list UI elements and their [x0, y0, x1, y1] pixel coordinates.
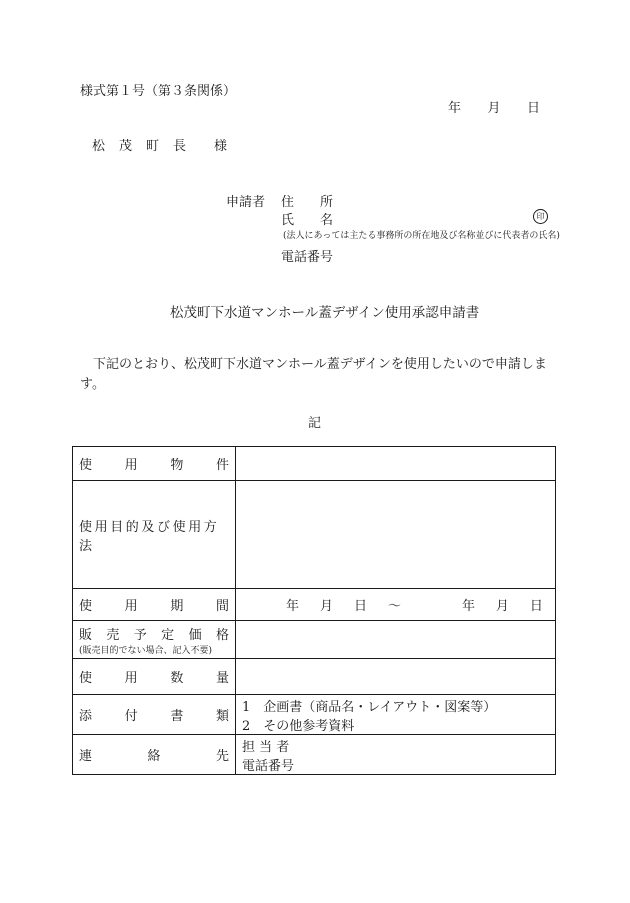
table-row [73, 658, 555, 694]
year-char: 年 [448, 101, 462, 116]
label-chars [79, 667, 229, 686]
attachment-item: 1 企画書（商品名・レイアウト・図案等） [242, 699, 497, 715]
name-char: 名 [319, 213, 333, 228]
label-char: 価 [188, 627, 202, 643]
addressee-char: 長 [172, 139, 186, 154]
label-char: 予 [133, 627, 147, 643]
address-label [281, 191, 333, 210]
contact-value-cell[interactable] [236, 735, 555, 774]
row-label [73, 447, 236, 480]
label-chars [79, 454, 229, 473]
label-char: 連 [79, 749, 93, 764]
label-char: 書 [170, 709, 184, 724]
purpose-value-cell[interactable] [236, 481, 555, 588]
label-char: 数 [170, 671, 184, 686]
label-char: 件 [215, 458, 229, 473]
label-chars [79, 705, 229, 724]
label-char: 使 [79, 599, 93, 614]
table-row [73, 480, 555, 588]
label-char: 物 [170, 458, 184, 473]
label-char: 間 [215, 599, 229, 614]
row-label [73, 695, 236, 734]
purpose-label: 使用目的及び使用方法 [79, 519, 220, 554]
label-char: 定 [161, 627, 175, 643]
table-row [73, 447, 555, 480]
addressee-char: 町 [145, 139, 159, 154]
attachment-item: 2 その他参考資料 [242, 718, 355, 734]
table-row [73, 588, 555, 620]
price-note: (販売目的でない場合、記入不要) [79, 645, 213, 656]
label-chars [79, 624, 229, 643]
addressee [92, 135, 227, 154]
label-char: 期 [170, 599, 184, 614]
row-label [73, 589, 236, 620]
month-char: 月 [487, 101, 501, 116]
label-char: 使 [79, 671, 93, 686]
period-char: 日 [353, 599, 367, 614]
date-line [448, 97, 540, 116]
label-char: 用 [124, 458, 138, 473]
period-char: 年 [461, 599, 475, 614]
label-char: 用 [124, 599, 138, 614]
contact-person-label: 担 当 者 [242, 739, 290, 755]
label-char: 絡 [147, 749, 161, 764]
period-char: 月 [319, 599, 333, 614]
table-row [73, 694, 555, 734]
period-value-cell[interactable] [236, 589, 555, 620]
table-row [73, 734, 555, 774]
label-char: 添 [79, 709, 93, 724]
application-table [72, 446, 556, 775]
document-title: 松茂町下水道マンホール蓋デザイン使用承認申請書 [170, 305, 480, 321]
row-label [73, 659, 236, 694]
quantity-value-cell[interactable] [236, 659, 555, 694]
label-char: 類 [215, 709, 229, 724]
address-char: 住 [281, 195, 295, 210]
label-char: 付 [124, 709, 138, 724]
price-value-cell[interactable] [236, 621, 555, 658]
period-chars [242, 595, 549, 614]
form-number: 様式第１号（第３条関係） [80, 84, 237, 99]
period-char: 月 [495, 599, 509, 614]
row-label [73, 621, 236, 658]
label-char: 用 [124, 671, 138, 686]
label-chars [79, 745, 229, 764]
addressee-char: 茂 [118, 139, 132, 154]
name-label [281, 209, 333, 228]
label-char: 先 [215, 749, 229, 764]
label-char: 量 [215, 671, 229, 686]
address-char: 所 [319, 195, 333, 210]
seal-mark: 印 [533, 209, 548, 224]
period-char: 年 [286, 599, 300, 614]
body-text: 下記のとおり、松茂町下水道マンホール蓋デザインを使用したいので申請します。 [80, 357, 547, 392]
row-label [73, 735, 236, 774]
ki-heading: 記 [308, 416, 322, 431]
period-char: ～ [387, 599, 401, 614]
applicant-label: 申請者 [226, 195, 266, 210]
row-label [73, 481, 236, 588]
property-value-cell[interactable] [236, 447, 555, 480]
label-char: 売 [106, 627, 120, 643]
contact-tel-label: 電話番号 [242, 758, 295, 774]
table-row [73, 620, 555, 658]
label-chars [79, 595, 229, 614]
label-char: 販 [79, 627, 93, 643]
telephone-label: 電話番号 [281, 250, 334, 265]
attachments-value-cell [236, 695, 555, 734]
period-char: 日 [529, 599, 543, 614]
label-char: 格 [215, 627, 229, 643]
name-char: 氏 [281, 213, 295, 228]
name-note: (法人にあっては主たる事務所の所在地及び名称並びに代表者の氏名) [283, 231, 560, 241]
addressee-char: 松 [92, 139, 106, 154]
addressee-char: 様 [213, 139, 227, 154]
day-char: 日 [526, 101, 540, 116]
label-char: 使 [79, 458, 93, 473]
